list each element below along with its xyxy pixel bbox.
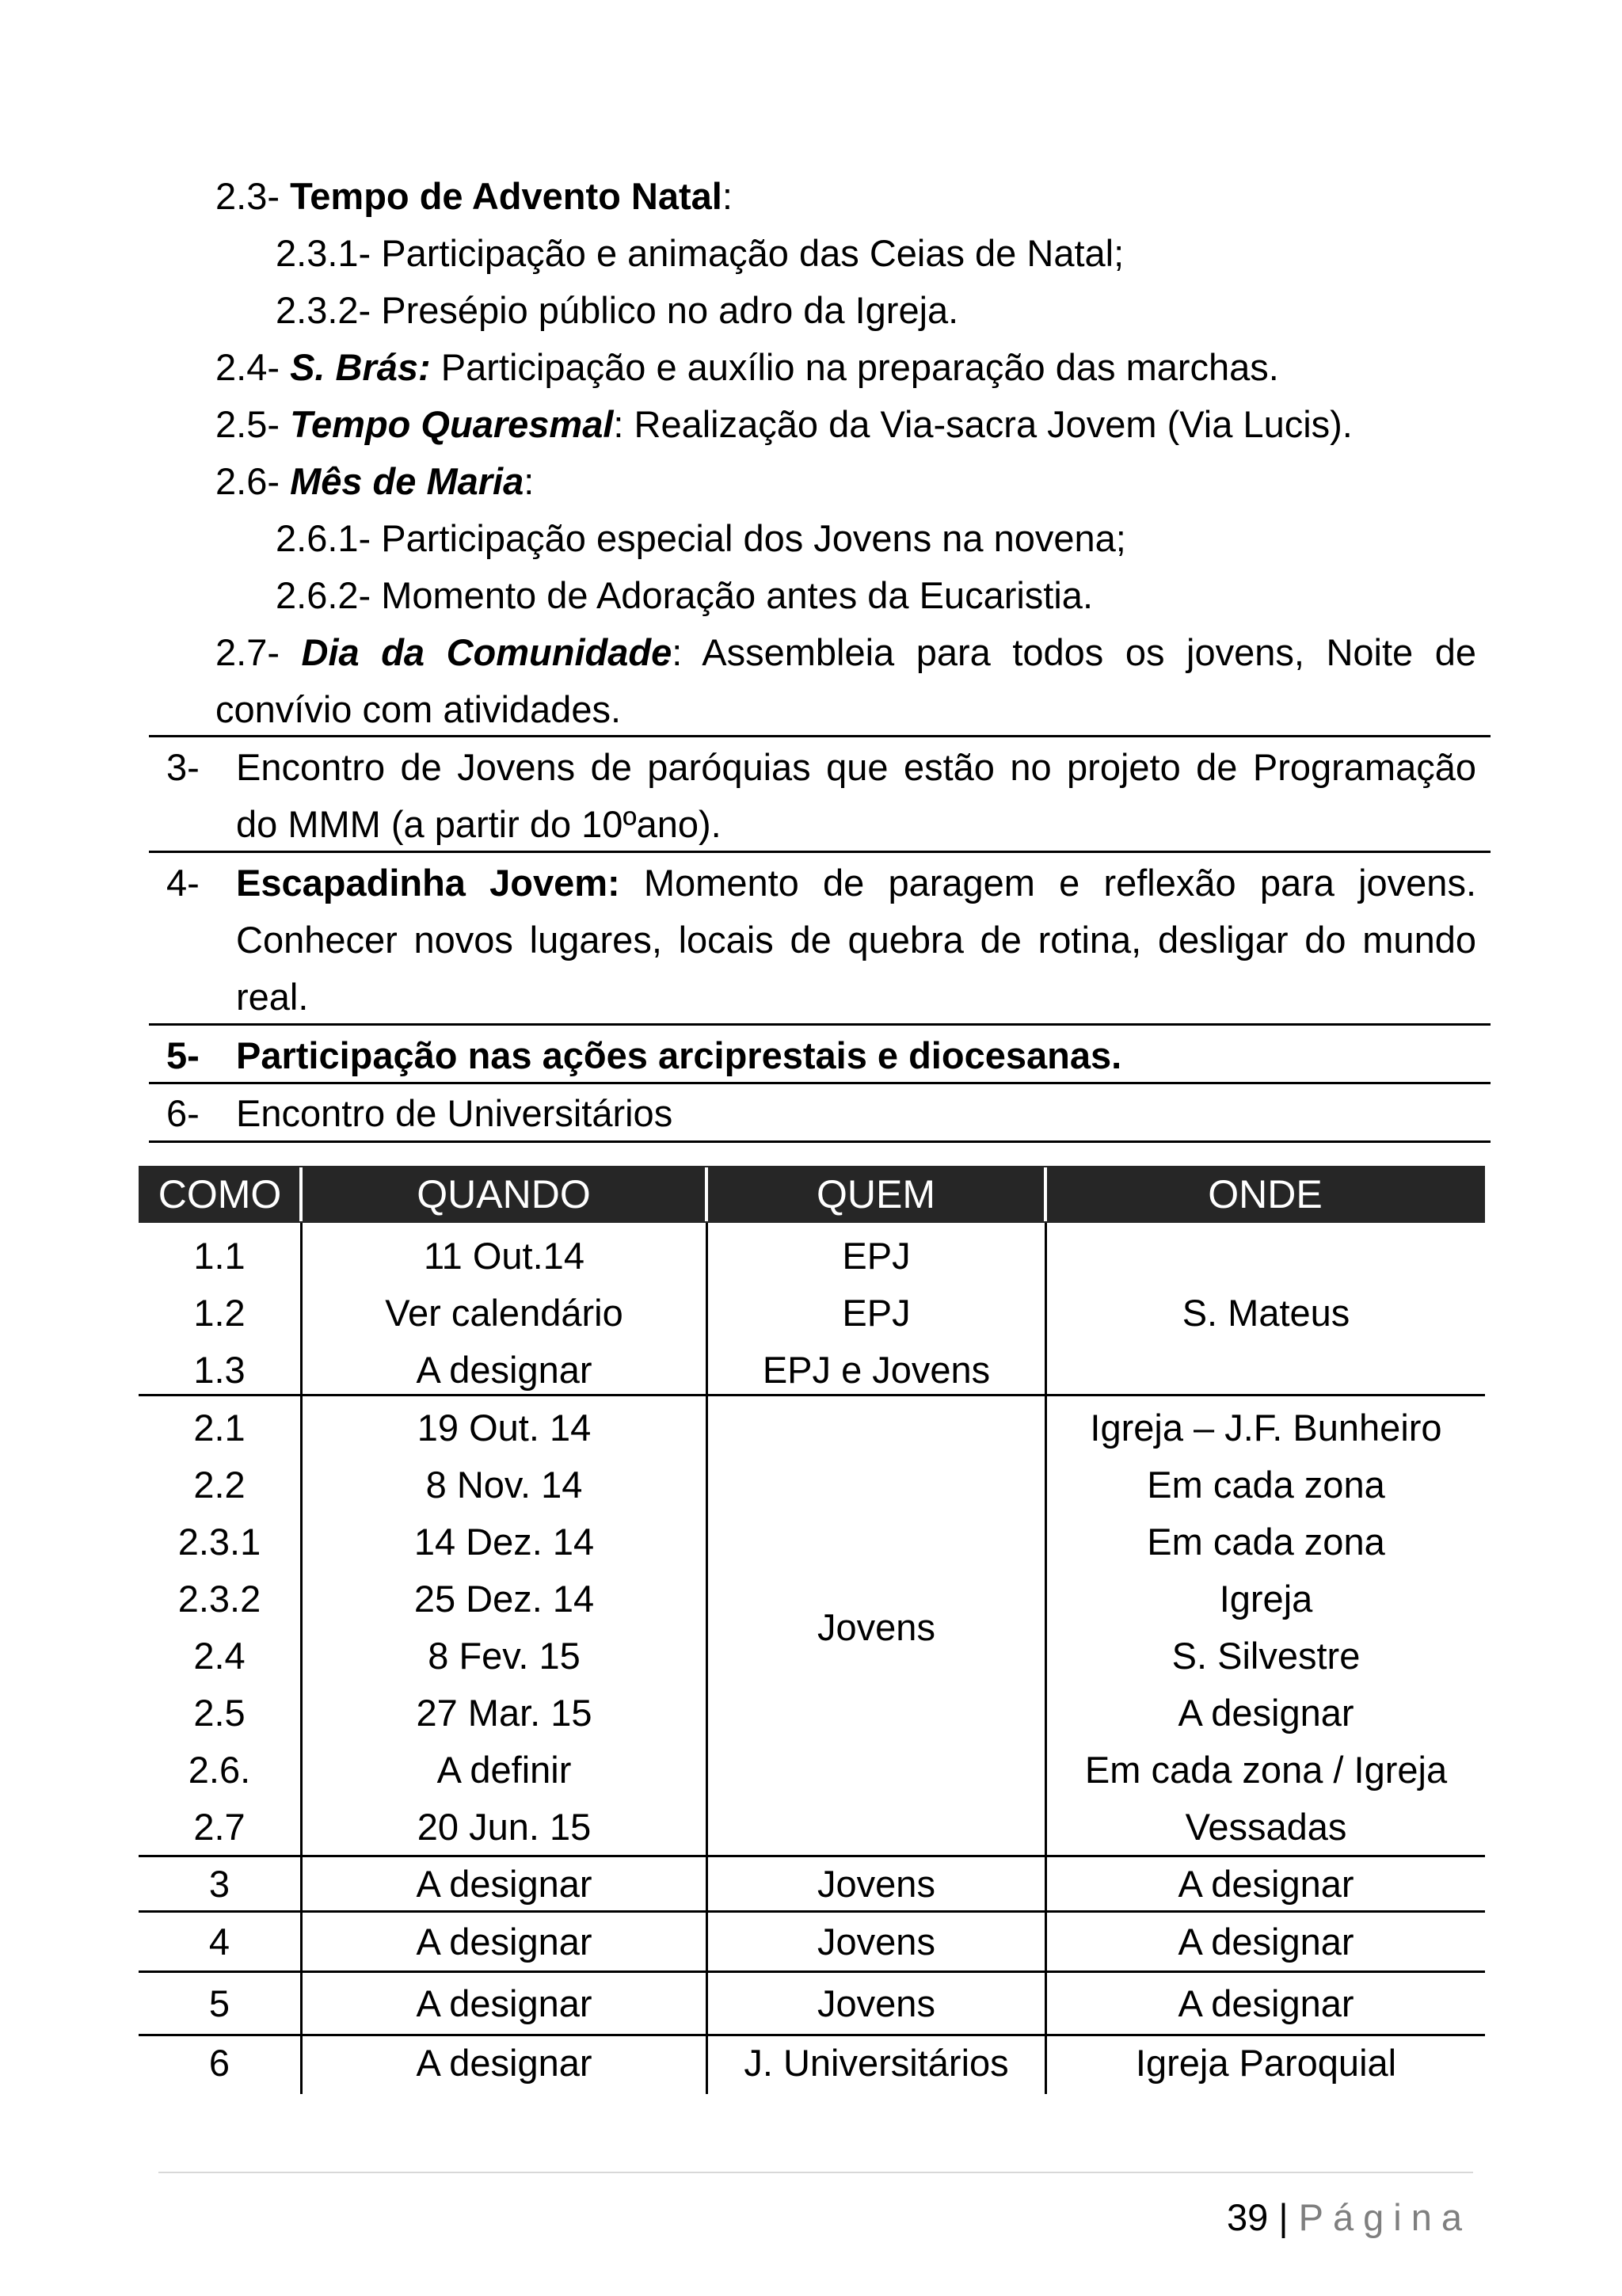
table-cell: A designar — [416, 1982, 592, 2024]
g2-onde: Igreja – J.F. Bunheiro Em cada zona Em cada zona Igreja S. Silvestre A designar Em cada zona / Igreja Vessadas — [1084, 1407, 1448, 1848]
header-separator — [299, 1167, 303, 1221]
table-row: 4 — [208, 1921, 230, 1963]
item-2-6-1: 2.6.1- Participação especial dos Jovens na novena; — [276, 517, 1126, 559]
header-como: COMO — [158, 1172, 282, 1217]
header-quem: QUEM — [817, 1172, 935, 1217]
table-row: 3 — [208, 1863, 230, 1905]
g2-quando: 19 Out. 14 8 Nov. 14 14 Dez. 14 25 Dez. 14 8 Fev. 15 27 Mar. 15 A definir 20 Jun. 15 — [413, 1407, 595, 1848]
item-2-6-2: 2.6.2- Momento de Adoração antes da Eucaristia. — [276, 574, 1094, 616]
table-cell: Jovens — [817, 1863, 935, 1905]
item-3-text: Encontro de Jovens de paróquias que estão no projeto de Programação do MMM (a partir do 10ºano). — [236, 746, 1476, 845]
header-separator — [705, 1167, 708, 1221]
table-cell: A designar — [1178, 1982, 1354, 2024]
item-6-number: 6- — [166, 1092, 200, 1134]
item-2-3-2: 2.3.2- Presépio público no adro da Igreja. — [276, 289, 959, 331]
g2-como: 2.1 2.2 2.3.1 2.3.2 2.4 2.5 2.6. 2.7 — [177, 1407, 261, 1848]
table-cell: A designar — [416, 1921, 592, 1963]
divider — [149, 1140, 1491, 1143]
item-5-text: Participação nas ações arciprestais e diocesanas. — [236, 1034, 1122, 1076]
divider — [149, 735, 1491, 737]
page-footer — [1227, 2194, 1472, 2241]
g1-quem: EPJ EPJ EPJ e Jovens — [762, 1235, 991, 1391]
item-5-number: 5- — [166, 1034, 200, 1076]
header-separator — [1044, 1167, 1047, 1221]
g1-como: 1.1 1.2 1.3 — [193, 1235, 246, 1391]
item-2-5: 2.5- Tempo Quaresmal: Realização da Via-sacra Jovem (Via Lucis). — [215, 403, 1353, 445]
table-cell: J. Universitários — [744, 2042, 1009, 2084]
item-3-number: 3- — [166, 746, 200, 788]
g1-quando: 11 Out.14 Ver calendário A designar — [385, 1235, 623, 1391]
item-4-text: Escapadinha Jovem: Momento de paragem e reflexão para jovens. Conhecer novos lugares, locais de quebra de rotina, desligar do mundo real. — [236, 862, 1476, 1018]
footer-rule — [158, 2172, 1473, 2173]
table-cell: A designar — [1178, 1921, 1354, 1963]
table-cell: A designar — [1178, 1863, 1354, 1905]
table-row: 5 — [208, 1982, 230, 2024]
table-cell: Igreja Paroquial — [1135, 2042, 1397, 2084]
item-2-6: 2.6- Mês de Maria: — [215, 460, 535, 502]
header-onde: ONDE — [1208, 1172, 1323, 1217]
table-cell: A designar — [416, 2042, 592, 2084]
table-cell: A designar — [416, 1863, 592, 1905]
item-2-7: 2.7- Dia da Comunidade: Assembleia para todos os jovens, Noite de convívio com atividades. — [215, 631, 1476, 730]
item-2-3-1: 2.3.1- Participação e animação das Ceias de Natal; — [276, 232, 1125, 274]
item-4-number: 4- — [166, 862, 200, 904]
table-cell: Jovens — [817, 1982, 935, 2024]
g2-quem: Jovens — [817, 1606, 935, 1648]
g1-onde: S. Mateus — [1182, 1292, 1350, 1334]
divider — [149, 1023, 1491, 1026]
header-quando: QUANDO — [417, 1172, 591, 1217]
page-label: Página — [1298, 2196, 1472, 2238]
table-cell: Jovens — [817, 1921, 935, 1963]
footer-separator: | — [1278, 2196, 1289, 2238]
item-2-3: 2.3- Tempo de Advento Natal: — [215, 175, 733, 217]
divider — [149, 851, 1491, 853]
divider — [149, 1082, 1491, 1084]
item-6-text: Encontro de Universitários — [236, 1092, 673, 1134]
item-2-4: 2.4- S. Brás: Participação e auxílio na preparação das marchas. — [215, 346, 1279, 388]
table-row: 6 — [208, 2042, 230, 2084]
row-rule — [139, 1970, 1485, 1973]
page-number: 39 — [1227, 2196, 1269, 2238]
